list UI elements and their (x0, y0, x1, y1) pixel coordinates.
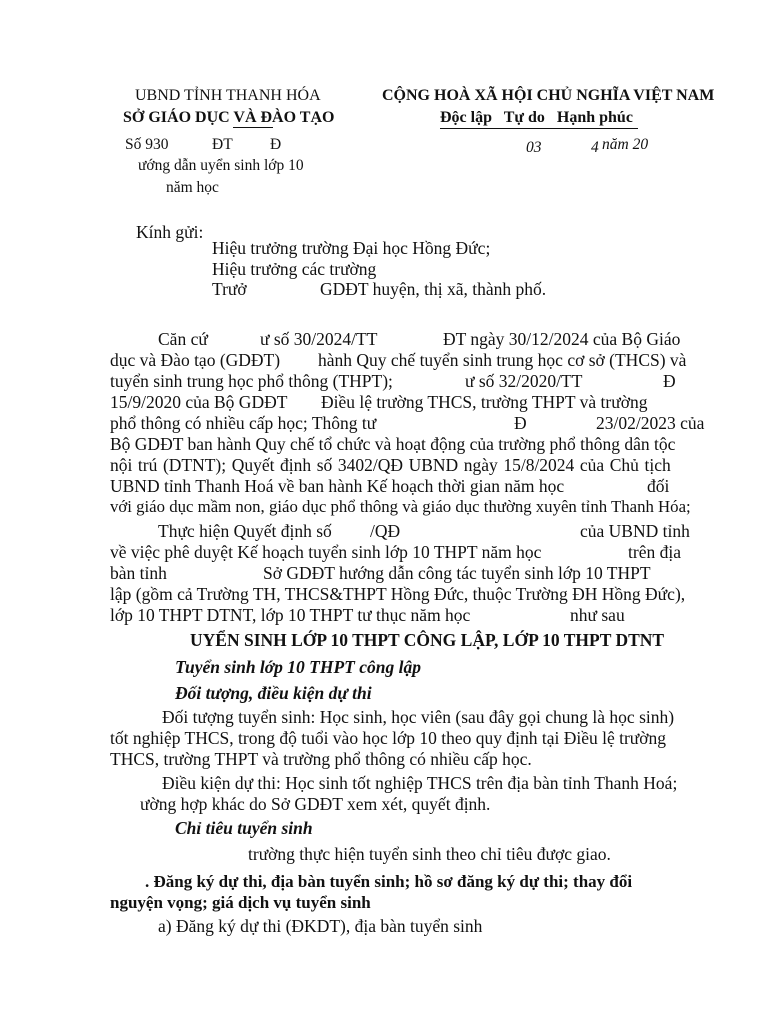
p1-line7: nội trú (DTNT); Quyết định số 3402/QĐ UBND ngày 15/8/2024 của Chủ tịch (110, 455, 671, 475)
p3-line3: THCS, trường THPT và trường phổ thông có nhiều cấp học. (110, 749, 532, 769)
header-motto: Độc lập Tự do Hạnh phúc (440, 109, 633, 126)
p4-line2: ường hợp khác do Sở GDĐT xem xét, quyết định. (140, 794, 491, 814)
p2-line2a: về việc phê duyệt Kế hoạch tuyển sinh lớp 10 THPT năm học (110, 542, 542, 562)
recipient-1: Hiệu trưởng trường Đại học Hồng Đức; (212, 238, 491, 258)
recipient-3a: Trưở (212, 279, 247, 299)
p2-line1c: của UBND tỉnh (580, 521, 690, 541)
p4-line1: Điều kiện dự thi: Học sinh tốt nghiệp THCS trên địa bàn tỉnh Thanh Hoá; (162, 773, 678, 793)
p1-line1a: Căn cứ (158, 329, 208, 349)
p1-line4b: Điều lệ trường THCS, trường THPT và trường (321, 392, 648, 412)
section-title: UYỂN SINH LỚP 10 THPT CÔNG LẬP, LỚP 10 THPT DTNT (190, 630, 665, 650)
header-agency-line1: UBND TỈNH THANH HÓA (135, 87, 321, 104)
p1-line4a: 15/9/2020 của Bộ GDĐT (110, 392, 288, 412)
p1-line9: với giáo dục mầm non, giáo dục phổ thông và giáo dục thường xuyên tỉnh Thanh Hóa; (110, 497, 691, 516)
p2-line2b: trên địa (628, 542, 681, 562)
subsection-heading-quota: Chỉ tiêu tuyển sinh (175, 818, 313, 838)
document-number-d: Đ (270, 136, 282, 153)
recipients-label: Kính gửi: (136, 222, 204, 242)
quota-text: trường thực hiện tuyển sinh theo chỉ tiêu được giao. (248, 844, 611, 864)
header-country: CỘNG HOÀ XÃ HỘI CHỦ NGHĨA VIỆT NAM (382, 87, 715, 104)
p2-line5b: như sau (570, 605, 625, 625)
p1-line1b: ư số 30/2024/TT (260, 329, 378, 349)
p1-line5a: phổ thông có nhiều cấp học; Thông tư (110, 413, 377, 433)
p2-line3a: bàn tỉnh (110, 563, 167, 583)
item-a: a) Đăng ký dự thi (ĐKDT), địa bàn tuyển sinh (158, 916, 483, 936)
p2-line1a: Thực hiện Quyết định số (158, 521, 332, 541)
p1-line6: Bộ GDĐT ban hành Quy chế tổ chức và hoạt động của trường phổ thông dân tộc (110, 434, 676, 454)
document-subject-line2: năm học (166, 179, 219, 196)
p2-line1b: /QĐ (370, 521, 401, 541)
recipient-2: Hiệu trưởng các trường (212, 259, 377, 279)
subsection-heading-registration-line1: . Đăng ký dự thi, địa bàn tuyển sinh; hồ sơ đăng ký dự thi; thay đổi (145, 872, 633, 891)
recipient-3b: GDĐT huyện, thị xã, thành phố. (320, 279, 547, 299)
subsection-heading-eligibility: Đối tượng, điều kiện dự thi (175, 683, 372, 703)
p2-line4: lập (gồm cả Trường TH, THCS&THPT Hồng Đức, thuộc Trường ĐH Hồng Đức), (110, 584, 686, 604)
document-subject-line1: ướng dẫn uyển sinh lớp 10 (138, 157, 304, 174)
p1-line3c: Đ (663, 371, 676, 391)
date-year: năm 20 (602, 136, 649, 153)
p1-line1c: ĐT ngày 30/12/2024 của Bộ Giáo (443, 329, 681, 349)
p1-line5b: Đ (514, 413, 527, 433)
p1-line8b: đối (647, 476, 670, 496)
p1-line3a: tuyển sinh trung học phổ thông (THPT); (110, 371, 393, 391)
p1-line5c: 23/02/2023 của (596, 413, 705, 433)
p2-line5a: lớp 10 THPT DTNT, lớp 10 THPT tư thục năm học (110, 605, 471, 625)
p2-line3b: Sở GDĐT hướng dẫn công tác tuyển sinh lớp 10 THPT (263, 563, 651, 583)
p1-line2a: dục và Đào tạo (GDĐT) (110, 350, 281, 370)
p1-line3b: ư số 32/2020/TT (465, 371, 583, 391)
document-number: Số 930 (125, 136, 169, 153)
p1-line8a: UBND tỉnh Thanh Hoá về ban hành Kế hoạch thời gian năm học (110, 476, 565, 496)
p3-line1: Đối tượng tuyển sinh: Học sinh, học viên (sau đây gọi chung là học sinh) (162, 707, 675, 727)
p3-line2: tốt nghiệp THCS, trong độ tuổi vào học lớp 10 theo quy định tại Điều lệ trường (110, 728, 667, 748)
document-number-dt: ĐT (212, 136, 233, 153)
subsection-title: Tuyển sinh lớp 10 THPT công lập (175, 657, 421, 677)
date-day: 03 (526, 139, 542, 156)
header-agency-line2: SỞ GIÁO DỤC VÀ ĐÀO TẠO (123, 109, 335, 126)
p1-line2b: hành Quy chế tuyển sinh trung học cơ sở (THCS) và (318, 350, 687, 370)
date-month: 4 (591, 139, 599, 156)
header-left-underline (233, 127, 273, 128)
header-motto-underline (440, 128, 638, 129)
subsection-heading-registration-line2: nguyện vọng; giá dịch vụ tuyển sinh (110, 893, 371, 912)
